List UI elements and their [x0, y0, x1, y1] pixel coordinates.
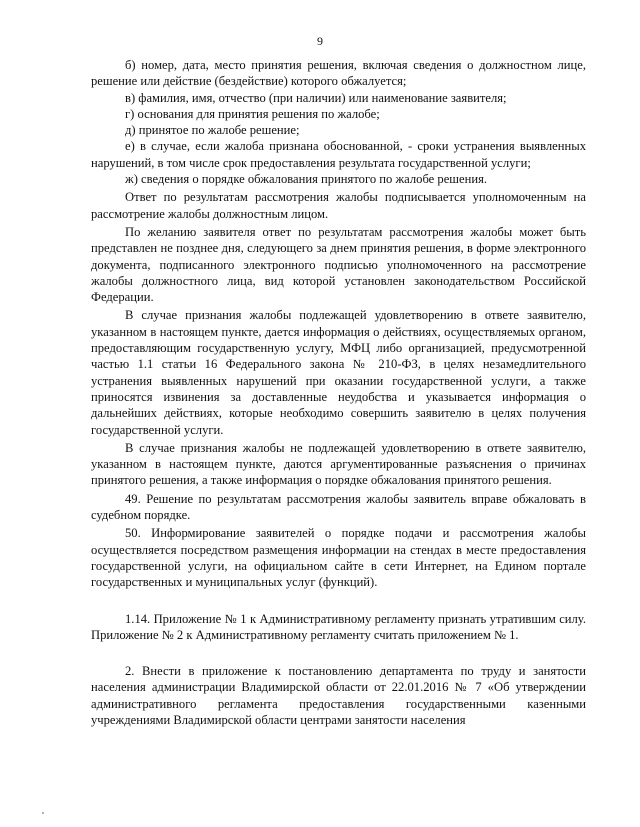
- paragraph-item-zh: ж) сведения о порядке обжалования принятого по жалобе решения.: [125, 172, 488, 187]
- paragraph-answer-signature: Ответ по результатам рассмотрения жалобы подписывается уполномоченным на рассмотрение жалобы должностным лицом.: [91, 190, 586, 221]
- paragraph-49: 49. Решение по результатам рассмотрения жалобы заявитель вправе обжаловать в судебном порядке.: [91, 491, 586, 523]
- paragraph-item-v: в) фамилия, имя, отчество (при наличии) или наименование заявителя;: [125, 90, 507, 105]
- paragraph-2: 2. Внести в приложение к постановлению департамента по труду и занятости населения администрации Владимирской области от 22.01.2016 № 7 «Об утверждении административного регламента предоставления государственными казенными учреждениями Владимирской области центрами занятости населения: [91, 664, 586, 727]
- paragraph-electronic-answer: По желанию заявителя ответ по результатам рассмотрения жалобы может быть представлен не позднее дня, следующего за днем принятия решения, в форме электронного документа, подписанного электронного подписью уполномоченного на рассмотрение жалобы должностного лица, вид которой установлен законодательством Российской Федерации.: [91, 224, 586, 305]
- paragraph-complaint-satisfied: В случае признания жалобы подлежащей удовлетворению в ответе заявителю, указанном в настоящем пункте, дается информация о действиях, осуществляемых органом, предоставляющим государственную услугу, МФЦ либо организацией, предусмотренной частью 1.1 статьи 16 Федерального закона № 210-ФЗ, в целях незамедлительного устранения выявленных нарушений при оказании государственной услуги, а также приносятся извинения за доставленные неудобства и указывается информация о дальнейших действиях, которые необходимо совершить заявителю в целях получения государственной услуги.: [91, 308, 586, 437]
- paragraph-50: 50. Информирование заявителей о порядке подачи и рассмотрения жалобы осуществляется посредством размещения информации на стендах в месте предоставления государственной услуги, на официальном сайте в сети Интернет, на Едином портале государственных и муниципальных услуг (функций).: [91, 526, 586, 590]
- paragraph-item-d: д) принятое по жалобе решение;: [125, 123, 300, 138]
- paragraph-item-e: е) в случае, если жалоба признана обоснованной, - сроки устранения выявленных нарушений, в том числе срок предоставления результата государственной услуги;: [91, 139, 586, 170]
- paragraph-item-b: б) номер, дата, место принятия решения, включая сведения о должностном лице, решение или действие (бездействие) которого обжалуется;: [91, 58, 586, 89]
- paragraph-complaint-rejected: В случае признания жалобы не подлежащей удовлетворению в ответе заявителю, указанном в настоящем пункте, даются аргументированные разъяснения о причинах принятого решения, а также информация о порядке обжалования принятого решения.: [91, 440, 586, 488]
- document-body: [91, 57, 586, 728]
- paragraph-1-14: 1.14. Приложение № 1 к Административному регламенту признать утратившим силу. Приложение № 2 к Административному регламенту считать приложением № 1.: [91, 611, 586, 642]
- paragraph-item-g: г) основания для принятия решения по жалобе;: [125, 106, 380, 121]
- scan-dot: [42, 812, 44, 814]
- page-number: 9: [317, 34, 323, 48]
